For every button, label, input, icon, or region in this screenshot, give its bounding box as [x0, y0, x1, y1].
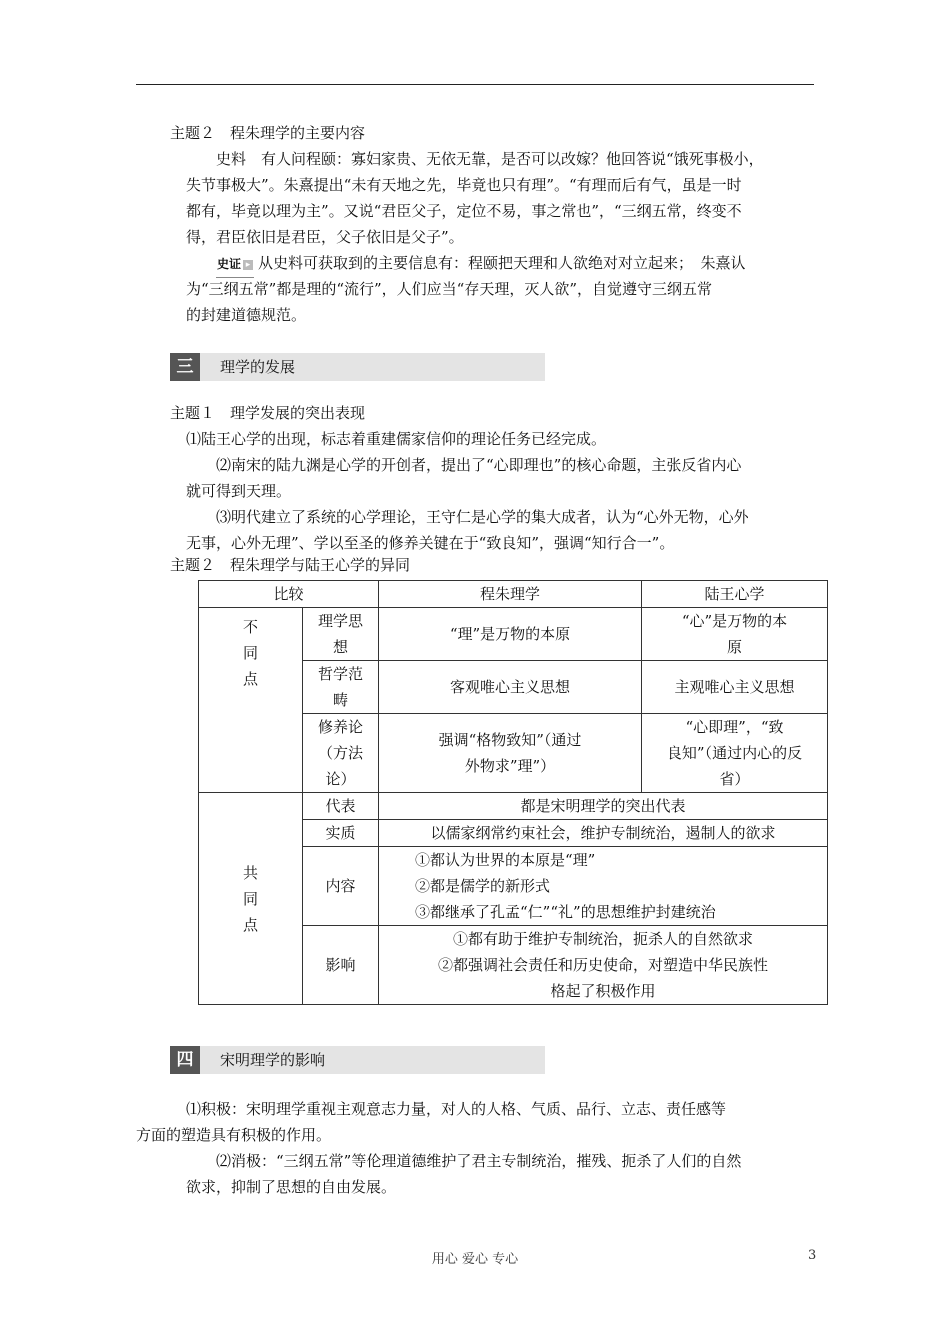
topic2-compare-heading: 主题２ 程朱理学与陆王心学的异同: [170, 556, 411, 574]
source-line-2: 失节事极大”。朱熹提出“未有天地之先，毕竟也只有理”。“有理而后有气，虽是一时: [186, 176, 742, 194]
table-row: [199, 608, 828, 661]
row-label: 影响: [303, 926, 379, 1005]
page-number: 3: [808, 1248, 817, 1263]
evidence-line-2: 为“三纲五常”都是理的“流行”，人们应当“存天理，灭人欲”，自觉遵守三纲五常: [186, 280, 713, 298]
evidence-line-3: 的封建道德规范。: [186, 306, 307, 324]
table-row: [199, 793, 828, 820]
row-label: 内容: [303, 847, 379, 926]
arrow-icon: ▸: [243, 260, 253, 270]
impact-para-2-line-2: 欲求，抑制了思想的自由发展。: [186, 1178, 397, 1196]
topic2-heading: 主题２ 程朱理学的主要内容: [170, 124, 366, 142]
section-number: 四: [170, 1046, 200, 1074]
cell-chengzhu: 客观唯心主义思想: [379, 661, 642, 714]
row-label: 哲学范 畴: [303, 661, 379, 714]
impact-para-1-line-1: ⑴积极：宋明理学重视主观意志力量，对人的人格、气质、品行、立志、责任感等: [186, 1100, 727, 1118]
impact-para-2-line-1: ⑵消极：“三纲五常”等伦理道德维护了君主专制统治，摧残、扼杀了人们的自然: [216, 1152, 742, 1170]
dev-para-2-line-2: 就可得到天理。: [186, 482, 292, 500]
cell-common: ①都认为世界的本原是“理” ②都是儒学的新形式 ③都继承了孔孟“仁”“礼”的思想维护封建统治: [379, 847, 828, 926]
cell-luwang: 主观唯心主义思想: [642, 661, 828, 714]
evidence-line-1: 史证 ▸ 从史料可获取到的主要信息有：程颐把天理和人欲绝对对立起来； 朱熹认: [216, 250, 746, 278]
dev-para-3-line-2: 无事，心外无理”、学以至圣的修养关键在于“致良知”，强调“知行合一”。: [186, 534, 675, 552]
row-label: 代表: [303, 793, 379, 820]
dev-para-2-line-1: ⑵南宋的陆九渊是心学的开创者，提出了“心即理也”的核心命题，主张反省内心: [216, 456, 742, 474]
header-chengzhu: 程朱理学: [379, 581, 642, 608]
diff-label: 不 同 点: [199, 608, 303, 793]
cell-chengzhu: 强调“格物致知”（通过 外物求”理”）: [379, 714, 642, 793]
header-compare: 比较: [199, 581, 379, 608]
source-line-3: 都有，毕竟以理为主”。又说“君臣父子，定位不易，事之常也”，“三纲五常，终变不: [186, 202, 742, 220]
row-label: 理学思 想: [303, 608, 379, 661]
dev-para-1: ⑴陆王心学的出现，标志着重建儒家信仰的理论任务已经完成。: [186, 430, 607, 448]
footer-motto: 用心 爱心 专心: [431, 1252, 519, 1267]
section-bar-3: [170, 353, 545, 381]
cell-chengzhu: “理”是万物的本原: [379, 608, 642, 661]
header-rule: [136, 84, 814, 85]
row-label: 修养论 （方法 论）: [303, 714, 379, 793]
topic1-heading: 主题１ 理学发展的突出表现: [170, 404, 366, 422]
dev-para-3-line-1: ⑶明代建立了系统的心学理论，王守仁是心学的集大成者，认为“心外无物，心外: [216, 508, 749, 526]
evidence-badge: 史证 ▸: [216, 251, 254, 278]
cell-common: ①都有助于维护专制统治，扼杀人的自然欲求 ②都强调社会责任和历史使命，对塑造中华民族性 格起了积极作用: [379, 926, 828, 1005]
cell-common: 以儒家纲常约束社会，维护专制统治，遏制人的欲求: [379, 820, 828, 847]
source-line-4: 得，君臣依旧是君臣，父子依旧是父子”。: [186, 228, 464, 246]
cell-luwang: “心即理”，“致 良知”（通过内心的反 省）: [642, 714, 828, 793]
table-header-row: [199, 581, 828, 608]
cell-common: 都是宋明理学的突出代表: [379, 793, 828, 820]
cell-luwang: “心”是万物的本 原: [642, 608, 828, 661]
section-title: 理学的发展: [220, 358, 296, 376]
common-label: 共 同 点: [199, 793, 303, 1005]
section-bar-4: [170, 1046, 545, 1074]
header-luwang: 陆王心学: [642, 581, 828, 608]
section-title: 宋明理学的影响: [220, 1051, 326, 1069]
comparison-table: [198, 580, 828, 1005]
impact-para-1-line-2: 方面的塑造具有积极的作用。: [136, 1126, 332, 1144]
source-line-1: 史料 有人问程颐：寡妇家贵、无依无靠，是否可以改嫁？他回答说“饿死事极小，: [216, 150, 764, 168]
section-number: 三: [170, 353, 200, 381]
row-label: 实质: [303, 820, 379, 847]
